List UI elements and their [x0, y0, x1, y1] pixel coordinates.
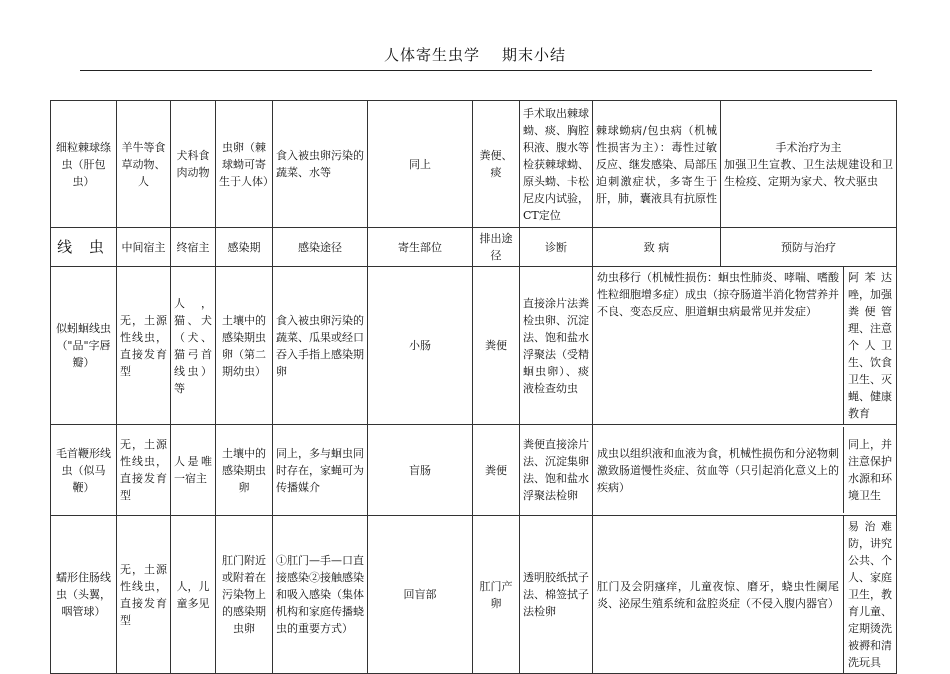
cell-intermediate-host: 无，土源性线虫，直接发育型: [117, 516, 171, 674]
cell-excretion: 粪便、痰: [473, 101, 520, 228]
cell-pathology-wrapper: [593, 516, 897, 674]
column-header: 中间宿主: [117, 228, 171, 267]
cell-route: ①肛门—手—口直接感染②接触感染和吸入感染（集体机构和家庭传播蛲虫的重要方式）: [273, 516, 368, 674]
cell-diagnosis: 手术取出棘球蚴、痰、胸腔积液、腹水等检获棘球蚴、原头蚴、卡松尼皮内试验，CT定位: [520, 101, 593, 228]
cell-infective-stage: 土壤中的感染期虫卵: [216, 425, 273, 516]
cell-name: 似蚓蛔线虫（"品"字唇瓣）: [51, 267, 117, 425]
cell-final-host: 犬科食肉动物: [171, 101, 216, 228]
parasite-table: [50, 100, 897, 674]
column-header: 终宿主: [171, 228, 216, 267]
column-header: 感染途径: [273, 228, 368, 267]
cell-excretion: 粪便: [473, 267, 520, 425]
table-row: [51, 516, 897, 674]
cell-pathology-wrapper: [593, 425, 897, 516]
cell-route: 同上，多与蛔虫同时存在，家蝇可为传播媒介: [273, 425, 368, 516]
cell-intermediate-host: 无，土源性线虫，直接发育型: [117, 267, 171, 425]
cell-infective-stage: 土壤中的感染期虫卵（第二期幼虫）: [216, 267, 273, 425]
cell-pathology: 肛门及会阴瘙痒，儿童夜惊、磨牙，蛲虫性阑尾炎、泌尿生殖系统和盆腔炎症（不侵入腹内器官）: [593, 516, 844, 673]
cell-name: 蠕形住肠线虫（头翼，咽管球）: [51, 516, 117, 674]
cell-route: 食入被虫卵污染的蔬菜、水等: [273, 101, 368, 228]
cell-route: 食入被虫卵污染的蔬菜、瓜果或经口吞入手指上感染期卵: [273, 267, 368, 425]
cell-infective-stage: 虫卵（棘球蚴可寄生于人体）: [216, 101, 273, 228]
column-header: 感染期: [216, 228, 273, 267]
table-row: [51, 101, 897, 228]
cell-treatment: 同上，并注意保护水源和环境卫生: [848, 438, 892, 502]
column-header: 预防与治疗: [721, 228, 897, 267]
cell-treatment: 阿苯达唑，加强粪便管理、注意个人卫生、饮食卫生、灭蝇、健康教育: [848, 271, 892, 420]
section-group-label: 线 虫: [51, 228, 117, 267]
cell-pathology: 成虫以组织液和血液为食，机械性损伤和分泌物刺激致肠道慢性炎症、贫血等（只引起消化意义上的疾病）: [593, 427, 844, 513]
cell-site: 同上: [368, 101, 473, 228]
page-title-right: 期末小结: [502, 46, 567, 64]
column-header: 诊断: [520, 228, 593, 267]
cell-pathology: 棘球蚴病/包虫病（机械性损害为主）：毒性过敏反应、继发感染、局部压迫刺激症状，多寄生于肝，肺，囊液具有抗原性: [593, 101, 721, 228]
cell-diagnosis: 透明胶纸拭子法、棉签拭子法检卵: [520, 516, 593, 674]
column-header: 寄生部位: [368, 228, 473, 267]
cell-site: 回盲部: [368, 516, 473, 674]
table-row: [51, 425, 897, 516]
cell-treatment: [721, 101, 897, 228]
cell-intermediate-host: 无，土源性线虫，直接发育型: [117, 425, 171, 516]
cell-final-host: 人，猫、犬（犬、猫弓首线虫）等: [171, 267, 216, 425]
cell-pathology-wrapper: [593, 267, 897, 425]
cell-final-host: 人是唯一宿主: [171, 425, 216, 516]
cell-diagnosis: 粪便直接涂片法、沉淀集卵法、饱和盐水浮聚法检卵: [520, 425, 593, 516]
cell-final-host: 人，儿童多见: [171, 516, 216, 674]
cell-site: 小肠: [368, 267, 473, 425]
column-header: 排出途径: [473, 228, 520, 267]
cell-diagnosis: 直接涂片法粪检虫卵、沉淀法、饱和盐水浮聚法（受精蛔虫卵）、痰液检查幼虫: [520, 267, 593, 425]
cell-treatment: 易治难防，讲究公共、个人、家庭卫生，教育儿童、定期烫洗被褥和清洗玩具: [848, 520, 892, 669]
section-header-row: [51, 228, 897, 267]
cell-name: 毛首鞭形线虫（似马鞭）: [51, 425, 117, 516]
cell-site: 盲肠: [368, 425, 473, 516]
treatment-line-2: 加强卫生宣教、卫生法规建设和卫生检疫、定期为家犬、牧犬驱虫: [724, 157, 893, 188]
cell-name: 细粒棘球绦虫（肝包虫）: [51, 101, 117, 228]
page-title: [0, 44, 950, 65]
table-row: [51, 267, 897, 425]
treatment-line-1: 手术治疗为主: [775, 140, 842, 154]
page-title-left: 人体寄生虫学: [383, 46, 480, 64]
column-header: 致 病: [593, 228, 721, 267]
cell-infective-stage: 肛门附近或附着在污染物上的感染期虫卵: [216, 516, 273, 674]
cell-intermediate-host: 羊牛等食草动物、人: [117, 101, 171, 228]
cell-pathology: 幼虫移行（机械性损伤：蛔虫性肺炎、哮喘、嗜酸性粒细胞增多症）成虫（掠夺肠道半消化物营养并不良、变态反应、胆道蛔虫病最常见并发症）: [593, 267, 844, 424]
header-rule: [80, 70, 872, 71]
cell-excretion: 肛门产卵: [473, 516, 520, 674]
cell-excretion: 粪便: [473, 425, 520, 516]
